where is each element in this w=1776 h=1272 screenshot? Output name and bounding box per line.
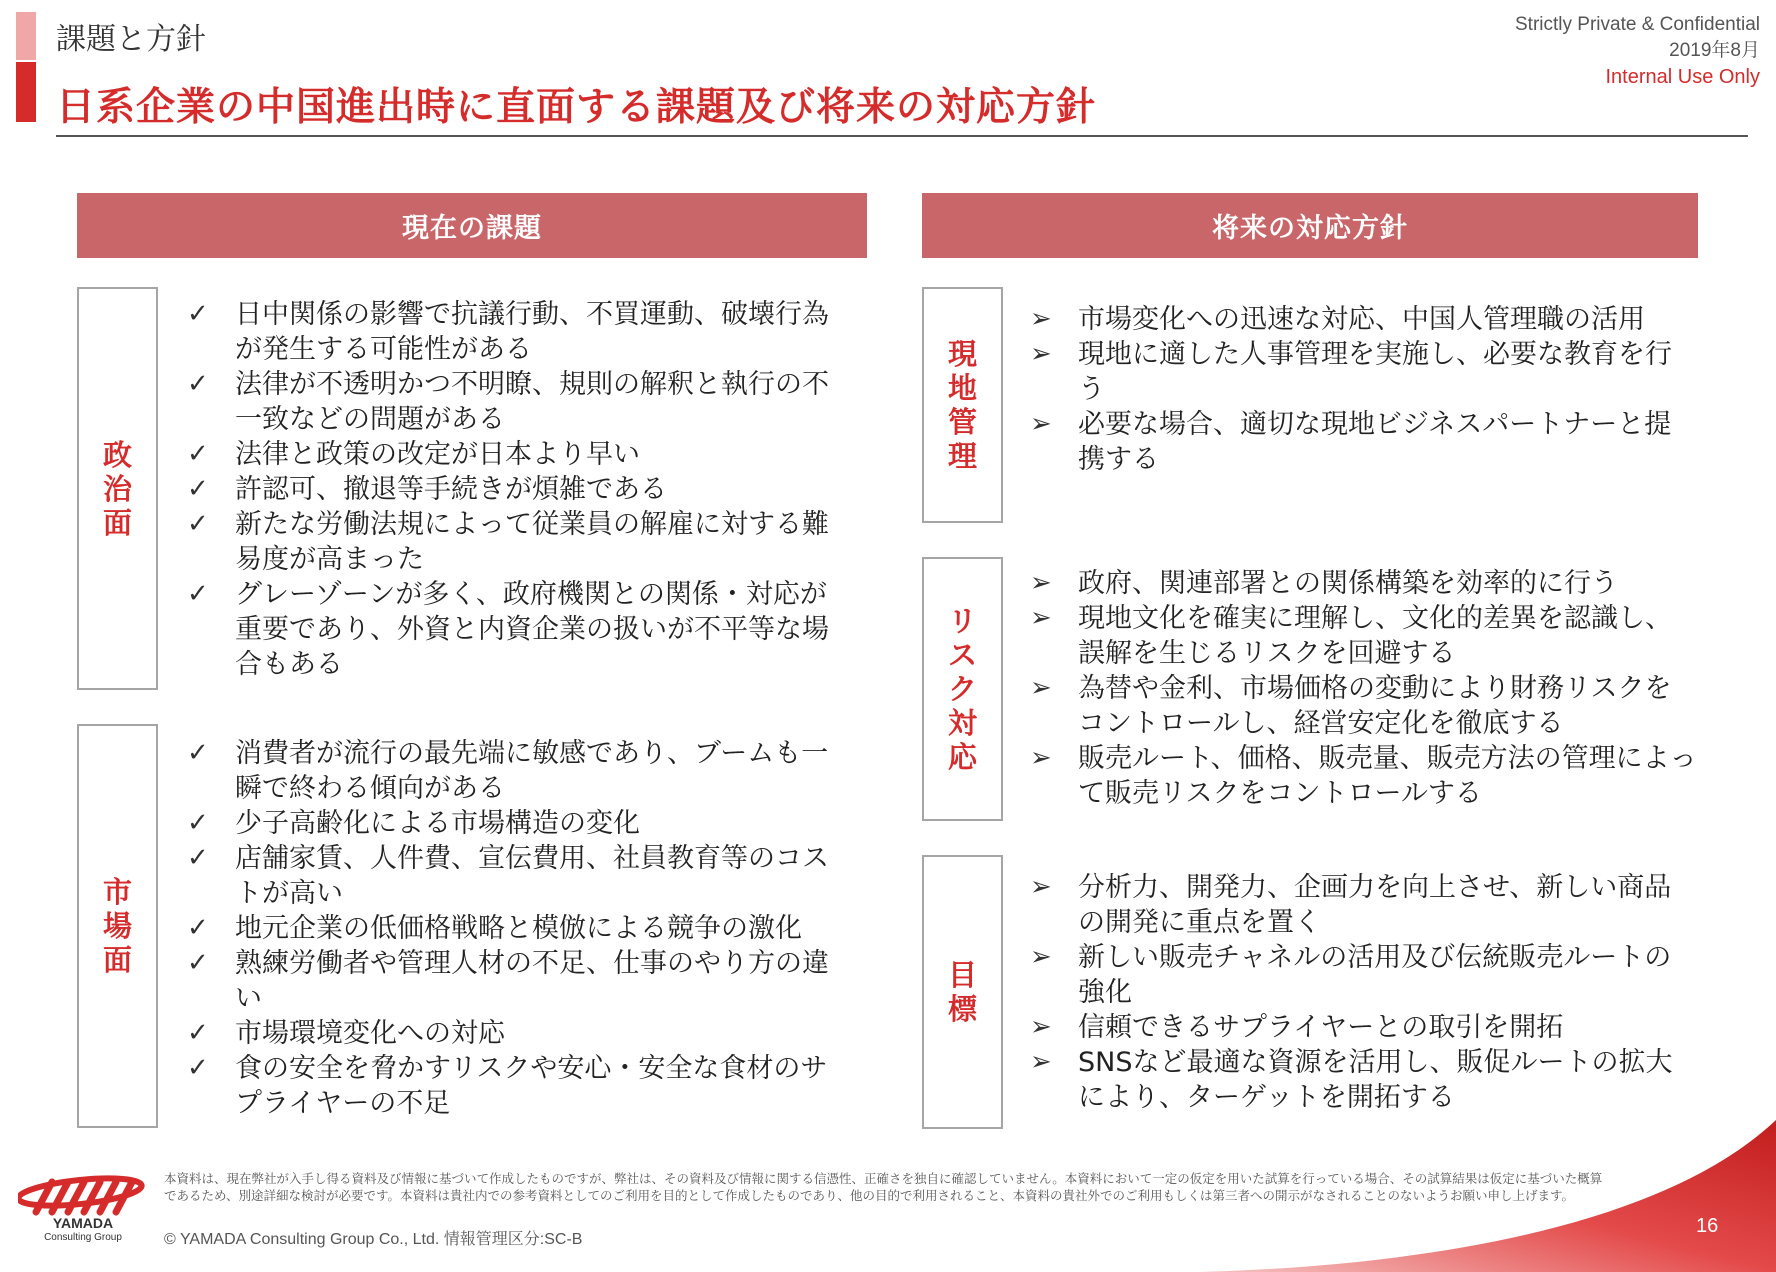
side-label-char: 面 [102,943,132,977]
list-item [1030,940,1698,1010]
arrow-icon: ➢ [1030,1012,1052,1042]
list-item-text: 現地に適した人事管理を実施し、必要な教育を行う [1078,339,1672,405]
side-label-char: 政 [102,437,132,472]
arrow-icon: ➢ [1030,1047,1052,1077]
checkmark-icon: ✓ [187,369,209,399]
side-label-char: 市 [102,875,132,909]
side-label-char: ク [947,672,977,706]
checkmark-icon: ✓ [187,299,209,329]
market-label-box [77,724,158,1128]
list-item [187,1016,852,1051]
header-meta [1515,12,1760,90]
list-item-text: グレーゾーンが多く、政府機関との関係・対応が重要であり、外資と内資企業の扱いが不平等な場合もある [235,579,829,680]
risk-response-policy-list [1030,566,1698,811]
list-item-text: 熟練労働者や管理人材の不足、仕事のやり方の違い [235,948,829,1014]
side-label-char: 治 [102,471,132,506]
accent-bar-bottom [16,62,36,122]
side-label-char: リ [947,604,977,638]
checkmark-icon: ✓ [187,579,209,609]
current-issues-header: 現在の課題 [77,193,867,258]
list-item [187,946,852,1016]
checkmark-icon: ✓ [187,1053,209,1083]
market-issues-list [187,736,852,1121]
arrow-icon: ➢ [1030,872,1052,902]
side-label-char: 現 [947,337,977,371]
report-date: 2019年8月 [1669,40,1760,61]
checkmark-icon: ✓ [187,808,209,838]
internal-use-label: Internal Use Only [1605,66,1760,88]
checkmark-icon: ✓ [187,509,209,539]
politics-issues-list [187,297,852,682]
side-label-char: 管 [947,405,977,439]
arrow-icon: ➢ [1030,568,1052,598]
checkmark-icon: ✓ [187,843,209,873]
page-title: 日系企業の中国進出時に直面する課題及び将来の対応方針 [56,85,1097,130]
section-label: 課題と方針 [56,22,206,57]
future-policy-header: 将来の対応方針 [922,193,1698,258]
list-item-text: 店舗家賃、人件費、宣伝費用、社員教育等のコストが高い [235,843,829,909]
arrow-icon: ➢ [1030,673,1052,703]
checkmark-icon: ✓ [187,474,209,504]
list-item-text: 地元企業の低価格戦略と模倣による競争の激化 [235,913,802,944]
disclaimer: 本資料は、現在弊社が入手し得る資料及び情報に基づいて作成したものですが、弊社は、その資料及び情報に関する信憑性、正確さを独自に確認していません。本資料において一定の仮定を用いた試算を行っている場合、その試算結果は仮定に基づいた概算であるため、別途詳細な検討が必要です。本資料は貴社内での参考資料としてのご利用を目的として作成したものであり、他の目的で利用されること、本資料の貴社外でのご利用もしくは第三者への開示がなされることのないようお願い申し上げます。 [164,1171,1603,1203]
side-label-char: 対 [947,706,977,740]
side-label-char: 場 [102,909,132,943]
side-label-char: ス [947,638,977,672]
target-label-box [922,855,1003,1129]
list-item-text: 分析力、開発力、企画力を向上させ、新しい商品の開発に重点を置く [1078,872,1672,938]
confidential-label: Strictly Private & Confidential [1515,14,1760,35]
list-item [1030,1010,1698,1045]
list-item-text: 消費者が流行の最先端に敏感であり、ブームも一瞬で終わる傾向がある [235,738,829,804]
list-item-text: 少子高齢化による市場構造の変化 [235,808,640,839]
list-item-text: 許認可、撤退等手続きが煩雑である [235,474,667,505]
logo-subtitle: Consulting Group [44,1232,122,1243]
list-item-text: 法律が不透明かつ不明瞭、規則の解釈と執行の不一致などの問題がある [235,369,829,435]
list-item-text: 市場環境変化への対応 [235,1018,505,1049]
local-management-policy-list [1030,302,1698,477]
list-item-text: 新たな労働法規によって従業員の解雇に対する難易度が高まった [235,509,829,575]
side-label-char: 地 [947,371,977,405]
target-policy-list [1030,870,1698,1115]
list-item [1030,601,1698,671]
list-item [187,736,852,806]
politics-label-box [77,287,158,690]
page-number: 16 [1696,1215,1719,1237]
checkmark-icon: ✓ [187,913,209,943]
list-item-text: 食の安全を脅かすリスクや安心・安全な食材のサプライヤーの不足 [235,1053,828,1119]
list-item [187,1051,852,1121]
list-item-text: 新しい販売チャネルの活用及び伝統販売ルートの強化 [1078,942,1672,1008]
arrow-icon: ➢ [1030,743,1052,773]
list-item [187,367,852,437]
arrow-icon: ➢ [1030,942,1052,972]
side-label-char: 応 [947,740,977,774]
list-item [187,841,852,911]
arrow-icon: ➢ [1030,304,1052,334]
list-item [187,507,852,577]
list-item-text: 日中関係の影響で抗議行動、不買運動、破壊行為が発生する可能性がある [235,299,829,365]
list-item-text: 現地文化を確実に理解し、文化的差異を認識し、誤解を生じるリスクを回避する [1078,603,1672,669]
risk-response-label-box [922,557,1003,821]
list-item [187,472,852,507]
list-item [187,911,852,946]
list-item-text: 市場変化への迅速な対応、中国人管理職の活用 [1078,304,1645,335]
arrow-icon: ➢ [1030,603,1052,633]
list-item-text: 必要な場合、適切な現地ビジネスパートナーと提携する [1078,409,1672,475]
arrow-icon: ➢ [1030,409,1052,439]
copyright: © YAMADA Consulting Group Co., Ltd. 情報管理区分:SC-B [164,1231,583,1248]
list-item [187,577,852,682]
arrow-icon: ➢ [1030,339,1052,369]
list-item-text: 政府、関連部署との関係構築を効率的に行う [1078,568,1618,599]
logo-name: YAMADA [52,1215,114,1231]
decorative-swoosh [1200,1080,1776,1272]
header-divider [56,135,1748,137]
list-item [187,806,852,841]
list-item [1030,337,1698,407]
accent-bar-top [16,12,36,60]
local-management-label-box [922,287,1003,523]
list-item-text: 法律と政策の改定が日本より早い [235,439,640,470]
list-item [1030,741,1698,811]
list-item [1030,302,1698,337]
list-item [187,437,852,472]
checkmark-icon: ✓ [187,948,209,978]
side-label-char: 面 [102,505,132,540]
list-item-text: 信頼できるサプライヤーとの取引を開拓 [1078,1012,1564,1043]
checkmark-icon: ✓ [187,439,209,469]
list-item [187,297,852,367]
checkmark-icon: ✓ [187,1018,209,1048]
list-item-text: 為替や金利、市場価格の変動により財務リスクをコントロールし、経営安定化を徹底する [1078,673,1672,739]
list-item-text: 販売ルート、価格、販売量、販売方法の管理によって販売リスクをコントロールする [1078,743,1697,809]
list-item-text: SNSなど最適な資源を活用し、販促ルートの拡大により、ターゲットを開拓する [1078,1047,1673,1113]
list-item [1030,870,1698,940]
list-item [1030,671,1698,741]
side-label-char: 理 [947,439,977,473]
checkmark-icon: ✓ [187,738,209,768]
list-item [1030,407,1698,477]
side-label-char: 目 [947,958,977,992]
list-item [1030,566,1698,601]
side-label-char: 標 [947,992,977,1026]
